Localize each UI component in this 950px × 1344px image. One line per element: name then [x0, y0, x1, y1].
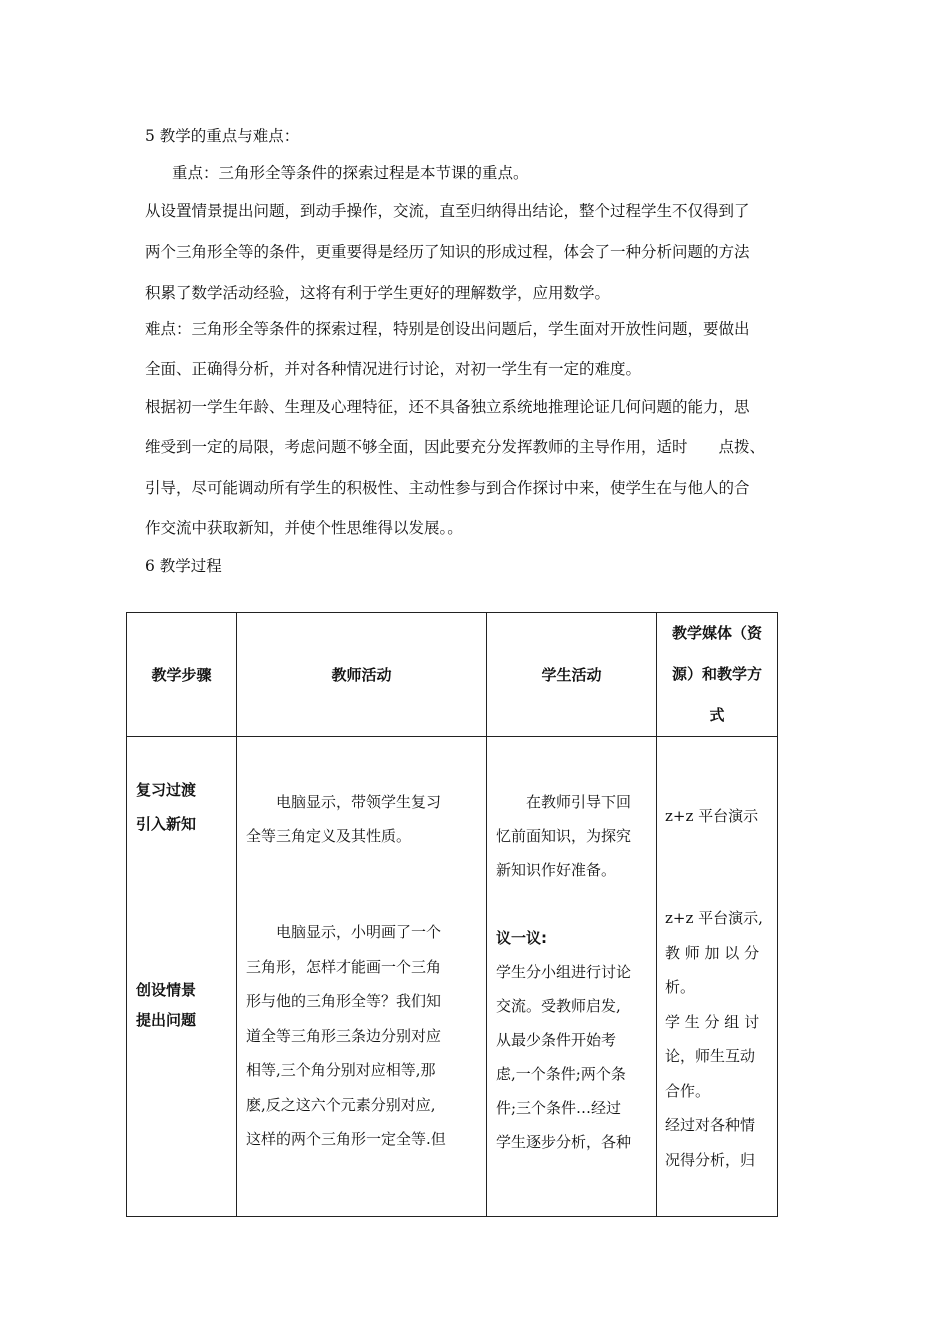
p3-line: 维受到一定的局限，考虑问题不够全面，因此要充分发挥教师的主导作用，适时 点拨、	[145, 438, 766, 456]
step-label: 提出问题	[136, 1011, 197, 1029]
teacher-cell	[237, 737, 487, 1217]
table-row	[127, 737, 778, 1217]
media-text: 经过对各种情	[665, 1116, 756, 1134]
section5-heading: 5 教学的重点与难点：	[145, 127, 300, 145]
student-text: 学生逐步分析，各种	[496, 1133, 632, 1151]
header-media-line: 式	[709, 706, 725, 724]
step-label: 引入新知	[136, 815, 197, 833]
teacher-text: 电脑显示，小明画了一个	[276, 923, 442, 941]
focus-line: 重点：三角形全等条件的探索过程是本节课的重点。	[172, 164, 529, 182]
step-cell	[127, 737, 237, 1217]
media-text: 况得分析，归	[665, 1150, 756, 1169]
header-step-label: 教学步骤	[151, 666, 212, 684]
teacher-text: 这样的两个三角形一定全等.但	[246, 1130, 446, 1148]
step-label: 复习过渡	[136, 781, 197, 799]
p1-line: 积累了数学活动经验，这将有利于学生更好的理解数学，应用数学。	[145, 284, 611, 302]
header-media	[657, 613, 778, 737]
section6-heading: 6 教学过程	[145, 557, 222, 575]
table-header-row	[127, 613, 778, 737]
student-text: 件;三个条件…经过	[496, 1099, 622, 1117]
header-step	[127, 613, 237, 737]
p2-line: 难点：三角形全等条件的探索过程，特别是创设出问题后，学生面对开放性问题，要做出	[145, 320, 750, 338]
teaching-process-table	[126, 612, 778, 1217]
header-student-label: 学生活动	[541, 666, 602, 684]
header-student	[487, 613, 657, 737]
teacher-text: 形与他的三角形全等？我们知	[246, 992, 442, 1010]
student-text: 学生分小组进行讨论	[496, 963, 632, 981]
step-label: 创设情景	[136, 981, 197, 999]
media-text: z+z 平台演示	[665, 807, 759, 825]
discussion-title: 议一议:	[496, 929, 547, 947]
header-teacher	[237, 613, 487, 737]
teacher-text: 电脑显示，带领学生复习	[276, 793, 442, 811]
teacher-text: 麽,反之这六个元素分别对应,	[246, 1095, 436, 1114]
teacher-text: 道全等三角形三条边分别对应	[246, 1026, 442, 1045]
student-text: 交流。受教师启发,	[496, 997, 621, 1015]
student-text: 在教师引导下回	[526, 793, 632, 811]
p3-line: 引导，尽可能调动所有学生的积极性、主动性参与到合作探讨中来，使学生在与他人的合	[145, 479, 750, 497]
media-text: 教 师 加 以 分	[665, 943, 760, 962]
p3-line: 作交流中获取新知，并使个性思维得以发展。。	[145, 519, 463, 537]
teacher-text: 三角形，怎样才能画一个三角	[246, 957, 442, 976]
media-text: z+z 平台演示,	[665, 909, 763, 927]
teacher-text: 全等三角定义及其性质。	[246, 827, 412, 845]
student-text: 忆前面知识，为探究	[496, 827, 632, 845]
media-text: 论，师生互动	[665, 1047, 756, 1065]
media-text: 合作。	[665, 1081, 711, 1100]
header-media-line: 教学媒体（资	[671, 624, 762, 642]
student-text: 新知识作好准备。	[496, 861, 617, 879]
student-text: 从最少条件开始考	[496, 1031, 617, 1049]
student-text: 虑,一个条件;两个条	[496, 1065, 626, 1083]
p1-line: 两个三角形全等的条件，更重要得是经历了知识的形成过程，体会了一种分析问题的方法	[145, 243, 750, 261]
p1-line: 从设置情景提出问题，到动手操作，交流，直至归纳得出结论，整个过程学生不仅得到了	[145, 202, 750, 220]
p3-line: 根据初一学生年龄、生理及心理特征，还不具备独立系统地推理论证几何问题的能力，思	[145, 398, 750, 416]
media-text: 学 生 分 组 讨	[665, 1012, 760, 1031]
header-teacher-label: 教师活动	[331, 666, 392, 684]
media-text: 析。	[665, 978, 696, 996]
teacher-text: 相等,三个角分别对应相等,那	[246, 1061, 436, 1079]
header-media-line: 源）和教学方	[671, 665, 762, 683]
student-cell	[487, 737, 657, 1217]
media-cell	[657, 737, 778, 1217]
p2-line: 全面、正确得分析，并对各种情况进行讨论，对初一学生有一定的难度。	[145, 360, 642, 378]
